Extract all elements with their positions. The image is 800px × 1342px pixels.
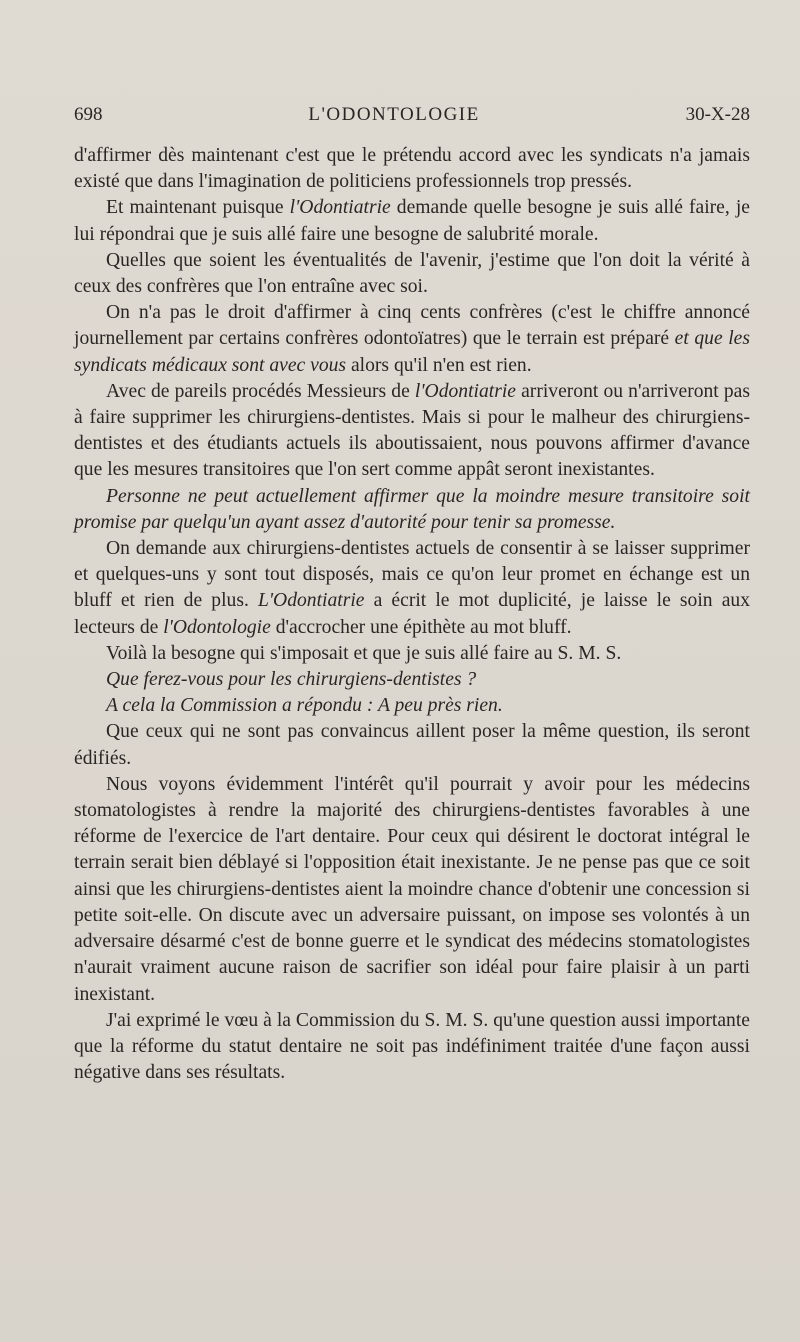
paragraph-13: J'ai exprimé le vœu à la Commission du S. M. S. qu'une question aussi importante que la réforme du statut dentaire ne soit pas indéfiniment traitée d'une façon aussi négative dans ses résultats. xyxy=(74,1009,750,1084)
running-header xyxy=(74,104,750,134)
paragraph-12: Nous voyons évidemment l'intérêt qu'il pourrait y avoir pour les médecins stomatologistes à rendre la majorité des chirurgiens-dentistes favorables à une réforme de l'exercice de l'art dentaire. Pour ceux qui désirent le doctorat intégral le terrain serait bien déblayé si l'opposition était inexistante. Je ne pense pas que ce soit ainsi que les chirurgiens-dentistes aient la moindre chance d'obtenir une concession si petite soit-elle. On discute avec un adversaire puissant, on impose ses volontés à un adversaire désarmé c'est de bonne guerre et le syndicat des médecins stomatologistes n'aurait vraiment aucune raison de sacrifier son idéal pour faire plaisir à un parti inexistant. xyxy=(74,773,750,1005)
paragraph-10: A cela la Commission a répondu : A peu près rien. xyxy=(106,695,503,717)
paragraph-7: On demande aux chirurgiens-dentistes actuels de consentir à se laisser supprimer et quelques-uns y sont tout disposés, mais ce qu'on leur promet en échange est un bluff et rien de plus. L'Odontiatrie a écrit le mot duplicité, je laisse le soin aux lecteurs de l'Odontologie d'accrocher une épithète au mot bluff. xyxy=(74,538,750,638)
page-number: 698 xyxy=(74,104,103,125)
paragraph-3: Quelles que soient les éventualités de l'avenir, j'estime que l'on doit la vérité à ceux des confrères que l'on entraîne avec soi. xyxy=(74,249,750,298)
paragraph-2: Et maintenant puisque l'Odontiatrie demande quelle besogne je suis allé faire, je lui répondrai que je suis allé faire une besogne de salubrité morale. xyxy=(74,197,750,245)
body-text xyxy=(74,143,750,1086)
paragraph-5: Avec de pareils procédés Messieurs de l'Odontiatrie arriveront ou n'arriveront pas à faire supprimer les chirurgiens-dentistes. Mais si pour le malheur des chirurgiens-dentistes et des étudiants actuels ils aboutissaient, nous pouvons affirmer d'avance que les mesures transitoires que l'on sert comme appât seront inexistantes. xyxy=(74,380,750,481)
paragraph-11: Que ceux qui ne sont pas convaincus aillent poser la même question, ils seront édifiés. xyxy=(74,721,750,769)
journal-title: L'ODONTOLOGIE xyxy=(308,104,480,125)
paragraph-6: Personne ne peut actuellement affirmer que la moindre mesure transitoire soit promise par quelqu'un ayant assez d'autorité pour tenir sa promesse. xyxy=(74,485,750,533)
paragraph-9: Que ferez-vous pour les chirurgiens-dentistes ? xyxy=(106,669,477,691)
paragraph-1: d'affirmer dès maintenant c'est que le prétendu accord avec les syndicats n'a jamais existé que dans l'imagination de politiciens professionnels trop pressés. xyxy=(74,145,750,193)
paragraph-8: Voilà la besogne qui s'imposait et que je suis allé faire au S. M. S. xyxy=(106,642,622,664)
issue-date: 30-X-28 xyxy=(685,104,750,125)
paragraph-4: On n'a pas le droit d'affirmer à cinq cents confrères (c'est le chiffre annoncé journellement par certains confrères odontoïatres) que le terrain est préparé et que les syndicats médicaux sont avec vous alors qu'il n'en est rien. xyxy=(74,302,750,376)
